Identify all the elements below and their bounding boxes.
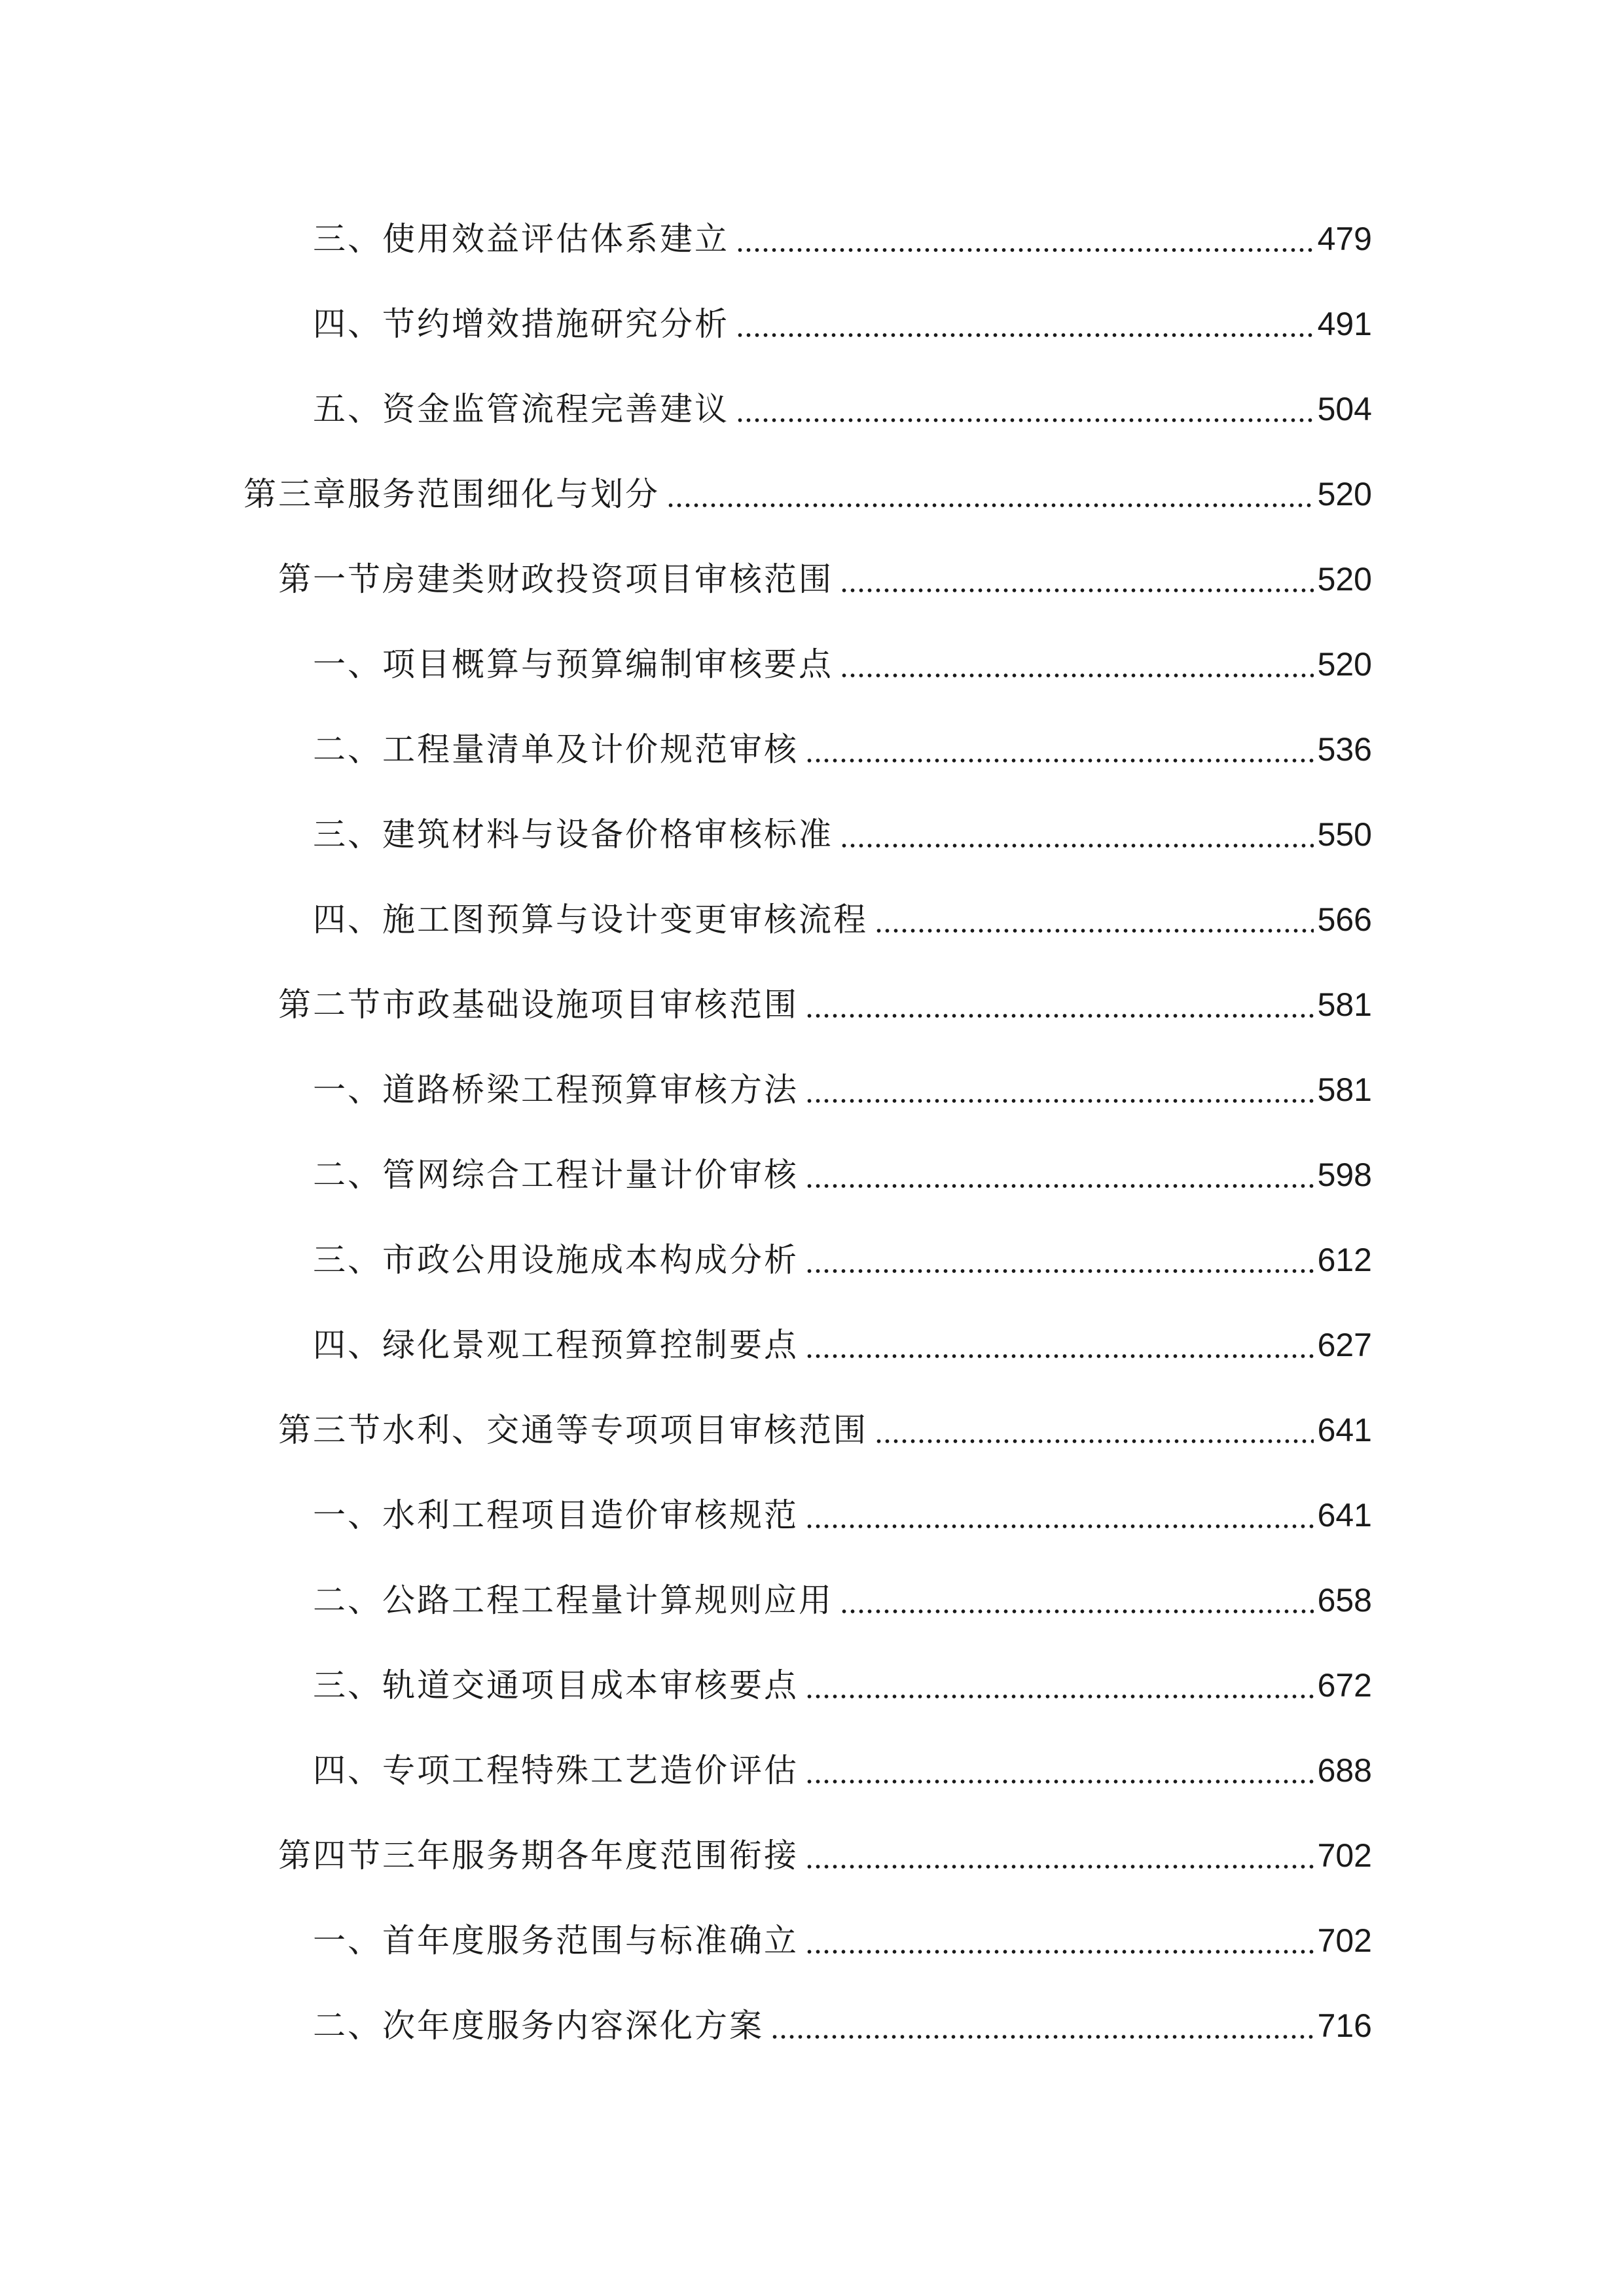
toc-entry-chapter[interactable] bbox=[244, 468, 1372, 520]
toc-entry[interactable] bbox=[313, 808, 1372, 861]
toc-entry-page-number: 688 bbox=[1317, 1752, 1372, 1789]
toc-entry-title: 三、市政公用设施成本构成分析 bbox=[313, 1241, 799, 1279]
dot-leader bbox=[805, 759, 1314, 762]
toc-entry-section[interactable] bbox=[278, 1829, 1372, 1882]
dot-leader bbox=[840, 588, 1314, 592]
toc-entry[interactable] bbox=[313, 1489, 1372, 1541]
toc-entry[interactable] bbox=[313, 1574, 1372, 1626]
toc-entry-title: 三、建筑材料与设备价格审核标准 bbox=[313, 816, 833, 853]
toc-entry[interactable] bbox=[313, 1064, 1372, 1116]
toc-entry-title: 二、管网综合工程计量计价审核 bbox=[313, 1156, 799, 1194]
toc-entry[interactable] bbox=[313, 383, 1372, 435]
toc-entry-title: 三、使用效益评估体系建立 bbox=[313, 220, 729, 258]
dot-leader bbox=[875, 1439, 1314, 1443]
dot-leader bbox=[805, 1014, 1314, 1018]
dot-leader bbox=[875, 929, 1314, 933]
dot-leader bbox=[736, 333, 1314, 337]
dot-leader bbox=[840, 1609, 1314, 1613]
dot-leader bbox=[805, 1865, 1314, 1869]
toc-entry-title: 一、首年度服务范围与标准确立 bbox=[313, 1922, 799, 1960]
toc-entry-title: 一、水利工程项目造价审核规范 bbox=[313, 1496, 799, 1534]
toc-entry-page-number: 702 bbox=[1317, 1837, 1372, 1874]
toc-entry-title: 一、道路桥梁工程预算审核方法 bbox=[313, 1071, 799, 1109]
dot-leader bbox=[736, 418, 1314, 422]
dot-leader bbox=[805, 1099, 1314, 1103]
toc-entry[interactable] bbox=[313, 893, 1372, 946]
toc-entry-page-number: 598 bbox=[1317, 1157, 1372, 1193]
toc-entry-title: 一、项目概算与预算编制审核要点 bbox=[313, 645, 833, 683]
toc-entry-page-number: 612 bbox=[1317, 1242, 1372, 1278]
toc-entry[interactable] bbox=[313, 1149, 1372, 1201]
toc-entry[interactable] bbox=[313, 298, 1372, 350]
toc-entry-title: 四、专项工程特殊工艺造价评估 bbox=[313, 1751, 799, 1789]
toc-entry-page-number: 702 bbox=[1317, 1922, 1372, 1959]
toc-entry-title: 第四节三年服务期各年度范围衔接 bbox=[278, 1837, 799, 1874]
toc-entry-title: 四、施工图预算与设计变更审核流程 bbox=[313, 901, 868, 939]
toc-entry-title: 第三节水利、交通等专项项目审核范围 bbox=[278, 1411, 868, 1449]
toc-entry-page-number: 672 bbox=[1317, 1667, 1372, 1704]
dot-leader bbox=[805, 1695, 1314, 1698]
toc-entry-page-number: 581 bbox=[1317, 1071, 1372, 1108]
toc-entry-title: 四、绿化景观工程预算控制要点 bbox=[313, 1326, 799, 1364]
toc-entry-page-number: 536 bbox=[1317, 731, 1372, 768]
toc-entry-page-number: 641 bbox=[1317, 1412, 1372, 1448]
toc-entry-page-number: 641 bbox=[1317, 1497, 1372, 1534]
dot-leader bbox=[840, 844, 1314, 848]
toc-entry-title: 第三章服务范围细化与划分 bbox=[244, 475, 660, 513]
toc-entry-title: 三、轨道交通项目成本审核要点 bbox=[313, 1666, 799, 1704]
toc-entry-title: 五、资金监管流程完善建议 bbox=[313, 390, 729, 428]
toc-entry-page-number: 716 bbox=[1317, 2007, 1372, 2044]
dot-leader bbox=[770, 2035, 1314, 2039]
toc-entry-section[interactable] bbox=[278, 978, 1372, 1031]
toc-entry-page-number: 520 bbox=[1317, 646, 1372, 683]
toc-entry-page-number: 550 bbox=[1317, 816, 1372, 853]
toc-entry-title: 第二节市政基础设施项目审核范围 bbox=[278, 986, 799, 1024]
toc-entry-title: 二、公路工程工程量计算规则应用 bbox=[313, 1581, 833, 1619]
toc-entry[interactable] bbox=[313, 1914, 1372, 1967]
dot-leader bbox=[805, 1780, 1314, 1784]
toc-entry-title: 二、工程量清单及计价规范审核 bbox=[313, 730, 799, 768]
dot-leader bbox=[805, 1269, 1314, 1273]
toc-entry-section[interactable] bbox=[278, 1404, 1372, 1456]
toc-entry-title: 二、次年度服务内容深化方案 bbox=[313, 2007, 764, 2045]
toc-entry[interactable] bbox=[313, 1234, 1372, 1286]
toc-entry-page-number: 658 bbox=[1317, 1582, 1372, 1619]
toc-entry[interactable] bbox=[313, 638, 1372, 691]
dot-leader bbox=[736, 248, 1314, 252]
toc-entry-page-number: 627 bbox=[1317, 1327, 1372, 1363]
toc-entry-page-number: 491 bbox=[1317, 306, 1372, 342]
toc-entry[interactable] bbox=[313, 1319, 1372, 1371]
toc-entry-page-number: 581 bbox=[1317, 986, 1372, 1023]
toc-entry[interactable] bbox=[313, 723, 1372, 776]
toc-entry-page-number: 520 bbox=[1317, 476, 1372, 512]
dot-leader bbox=[805, 1354, 1314, 1358]
dot-leader bbox=[805, 1524, 1314, 1528]
toc-entry-title: 四、节约增效措施研究分析 bbox=[313, 305, 729, 343]
toc-entry-title: 第一节房建类财政投资项目审核范围 bbox=[278, 560, 833, 598]
toc-entry[interactable] bbox=[313, 1744, 1372, 1797]
toc-entry-page-number: 479 bbox=[1317, 221, 1372, 257]
dot-leader bbox=[805, 1184, 1314, 1188]
toc-entry-section[interactable] bbox=[278, 553, 1372, 605]
dot-leader bbox=[840, 673, 1314, 677]
toc-entry-page-number: 520 bbox=[1317, 561, 1372, 598]
toc-entry[interactable] bbox=[313, 213, 1372, 265]
toc-entry[interactable] bbox=[313, 2000, 1372, 2052]
dot-leader bbox=[805, 1950, 1314, 1954]
toc-entry-page-number: 566 bbox=[1317, 901, 1372, 938]
dot-leader bbox=[666, 503, 1314, 507]
toc-entry[interactable] bbox=[313, 1659, 1372, 1712]
toc-entry-page-number: 504 bbox=[1317, 391, 1372, 427]
